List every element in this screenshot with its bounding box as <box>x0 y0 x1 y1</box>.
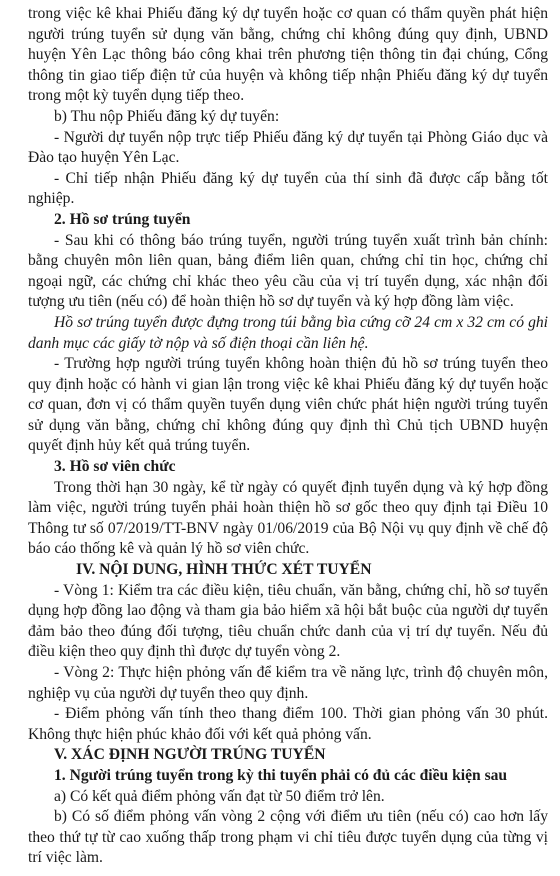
heading-ho-so-vien-chuc: 3. Hồ sơ viên chức <box>54 458 176 476</box>
paragraph-6-italic: Hồ sơ trúng tuyển được đựng trong túi bằng bìa cứng cỡ 24 cm x 32 cm có ghi danh mục các giấy tờ nộp và số điện thoại cần liên hệ. <box>28 313 548 352</box>
paragraph-16: a) Có kết quả điểm phỏng vấn đạt từ 50 điểm trở lên. <box>54 787 385 805</box>
paragraph-0: trong việc kê khai Phiếu đăng ký dự tuyển hoặc cơ quan có thẩm quyền phát hiện người trúng tuyển sử dụng văn bằng, chứng chỉ không đúng quy định, UBND huyện Yên Lạc thông báo công khai trên phương tiện thông tin đại chúng, Cổng thông tin giao tiếp điện tử của huyện và không tiếp nhận Phiếu đăng ký dự tuyển trong một kỳ tuyển dụng tiếp theo. <box>28 5 548 105</box>
heading-section-iv: IV. NỘI DUNG, HÌNH THỨC XÉT TUYỂN <box>76 561 372 579</box>
paragraph-1: b) Thu nộp Phiếu đăng ký dự tuyển: <box>54 107 280 125</box>
heading-ho-so-trung-tuyen: 2. Hồ sơ trúng tuyển <box>54 210 191 228</box>
paragraph-13: - Điểm phỏng vấn tính theo thang điểm 100. Thời gian phỏng vấn 30 phút. Không thực hiện phúc khảo đối với kết quả phỏng vấn. <box>28 705 548 743</box>
paragraph-3: - Chỉ tiếp nhận Phiếu đăng ký dự tuyển của thí sinh đã được cấp bằng tốt nghiệp. <box>28 169 548 208</box>
paragraph-11: - Vòng 1: Kiểm tra các điều kiện, tiêu chuẩn, văn bằng, chứng chỉ, hồ sơ tuyển dụng hợp đồng lao động và tham gia bảo hiểm xã hội bắt buộc của người dự tuyển đảm bảo theo đúng đối tượng, tiêu chuẩn chức danh của vị trí dự tuyển. Nếu đủ điều kiện theo quy định thì được dự tuyển vòng 2. <box>28 581 548 661</box>
heading-dieu-kien: 1. Người trúng tuyển trong kỳ thi tuyển phải có đủ các điều kiện sau <box>54 766 508 784</box>
paragraph-9: Trong thời hạn 30 ngày, kể từ ngày có quyết định tuyển dụng và ký hợp đồng làm việc, người trúng tuyển phải hoàn thiện hồ sơ gốc theo quy định tại Điều 10 Thông tư số 07/2019/TT-BNV ngày 01/06/2019 của Bộ Nội vụ quy định về chế độ báo cáo thống kê và quản lý hồ sơ viên chức. <box>28 478 548 558</box>
paragraph-2: - Người dự tuyển nộp trực tiếp Phiếu đăng ký dự tuyển tại Phòng Giáo dục và Đào tạo huyện Yên Lạc. <box>28 128 548 167</box>
paragraph-5: - Sau khi có thông báo trúng tuyển, người trúng tuyển xuất trình bản chính: bằng chuyên môn liên quan, bảng điểm liên quan, chứng chỉ tin học, chứng chỉ ngoại ngữ, các chứng chỉ khác theo yêu cầu của vị trí tuyển dụng, xác nhận đối tượng ưu tiên (nếu có) để hoàn thiện hồ sơ dự tuyển và ký hợp đồng làm việc. <box>28 231 548 311</box>
paragraph-17: b) Có số điểm phỏng vấn vòng 2 cộng với điểm ưu tiên (nếu có) cao hơn lấy theo thứ tự từ cao xuống thấp trong phạm vi chỉ tiêu được tuyển dụng của từng vị trí việc làm. <box>28 808 548 867</box>
paragraph-7: - Trường hợp người trúng tuyển không hoàn thiện đủ hồ sơ trúng tuyển theo quy định hoặc có hành vi gian lận trong việc kê khai Phiếu đăng ký dự tuyển hoặc cơ quan, đơn vị có thẩm quyền tuyển dụng viên chức phát hiện người trúng tuyển sử dụng văn bằng, chứng chỉ không đúng quy định thì Chủ tịch UBND huyện quyết định hủy kết quả trúng tuyển. <box>28 355 548 455</box>
paragraph-12: - Vòng 2: Thực hiện phỏng vấn để kiểm tra về năng lực, trình độ chuyên môn, nghiệp vụ của người dự tuyển theo quy định. <box>28 664 548 702</box>
heading-section-v: V. XÁC ĐỊNH NGƯỜI TRÚNG TUYỂN <box>54 746 326 764</box>
